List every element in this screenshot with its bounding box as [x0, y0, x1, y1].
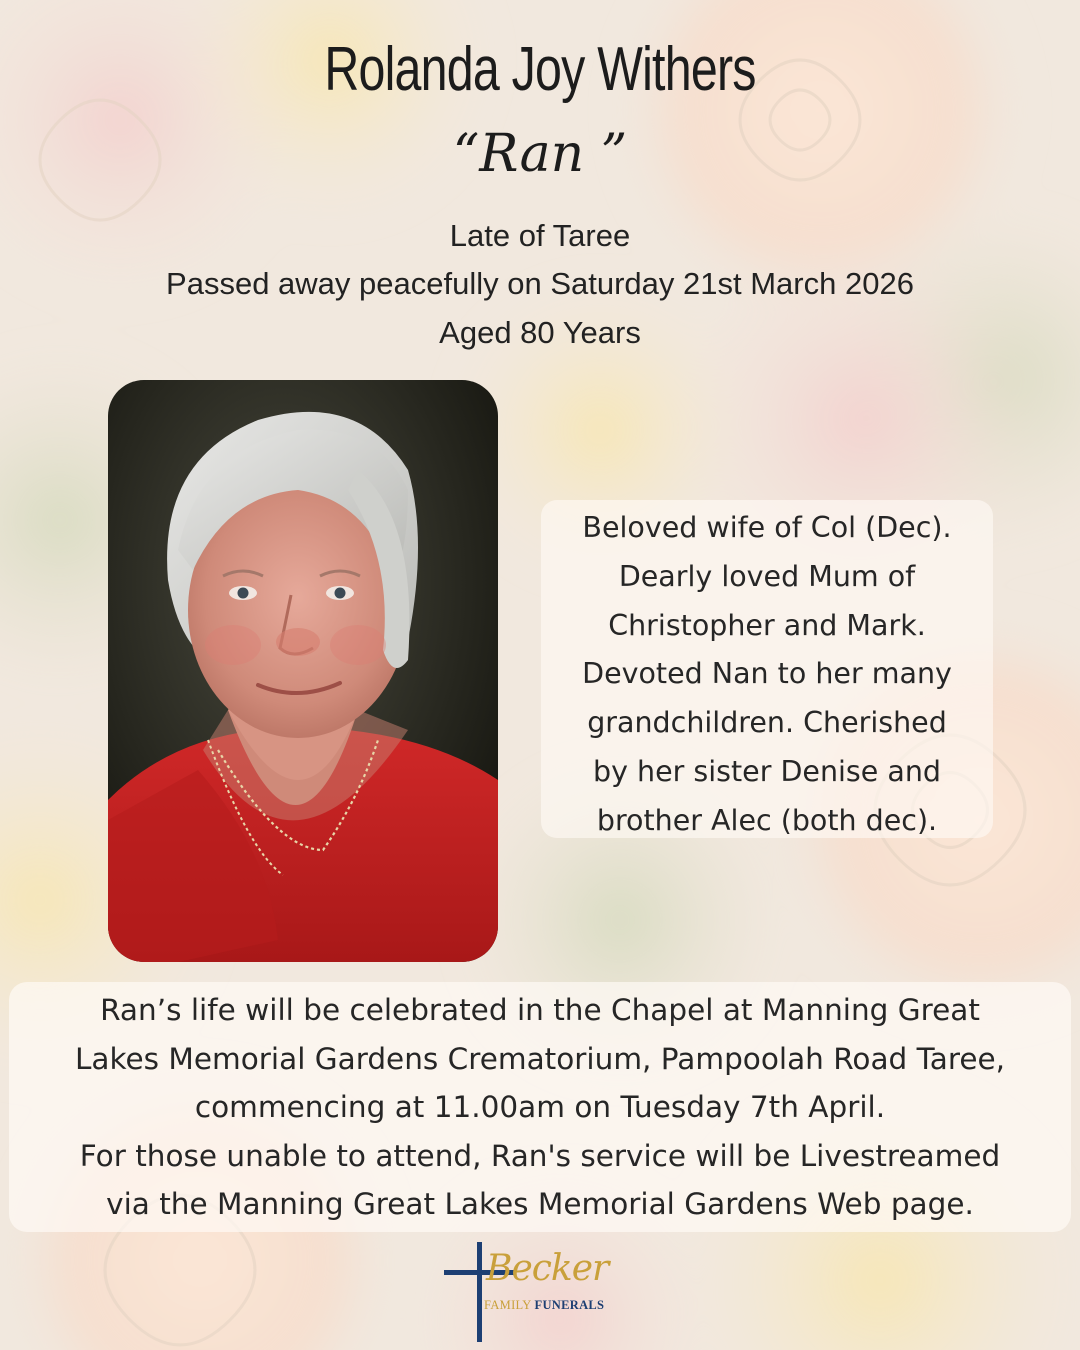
deceased-name: Rolanda Joy Withers [324, 35, 756, 104]
age-line: Aged 80 Years [439, 315, 641, 350]
tribute-line: Christopher and Mark. [608, 608, 926, 642]
tribute-line: Devoted Nan to her many [582, 657, 952, 691]
deceased-nickname: “Ran ” [452, 124, 628, 184]
service-line: For those unable to attend, Ran's service will be Livestreamed [79, 1138, 1001, 1173]
passing-line: Passed away peacefully on Saturday 21st March 2026 [166, 266, 914, 301]
tribute-line: by her sister Denise and [592, 754, 941, 788]
tribute-line: Beloved wife of Col (Dec). [582, 511, 952, 544]
service-details [9, 982, 1071, 1232]
logo-sub-family: FAMILY [484, 1298, 532, 1312]
tribute-text [541, 500, 993, 838]
logo-wordmark: Becker [486, 1248, 609, 1289]
service-line: commencing at 11.00am on Tuesday 7th April. [194, 1090, 886, 1125]
becker-funerals-logo [440, 1240, 630, 1345]
portrait-photo [108, 380, 498, 962]
residence-line: Late of Taree [449, 218, 631, 253]
service-line: via the Manning Great Lakes Memorial Gardens Web page. [106, 1187, 974, 1222]
logo-sub-funerals: FUNERALS [534, 1298, 605, 1312]
service-line: Ran’s life will be celebrated in the Chapel at Manning Great [100, 993, 980, 1027]
tribute-line: Dearly loved Mum of [618, 559, 916, 593]
service-line: Lakes Memorial Gardens Crematorium, Pampoolah Road Taree, [74, 1041, 1006, 1076]
tribute-line: grandchildren. Cherished [587, 706, 947, 740]
tribute-line: brother Alec (both dec). [596, 803, 938, 837]
logo-subtitle [484, 1298, 604, 1313]
